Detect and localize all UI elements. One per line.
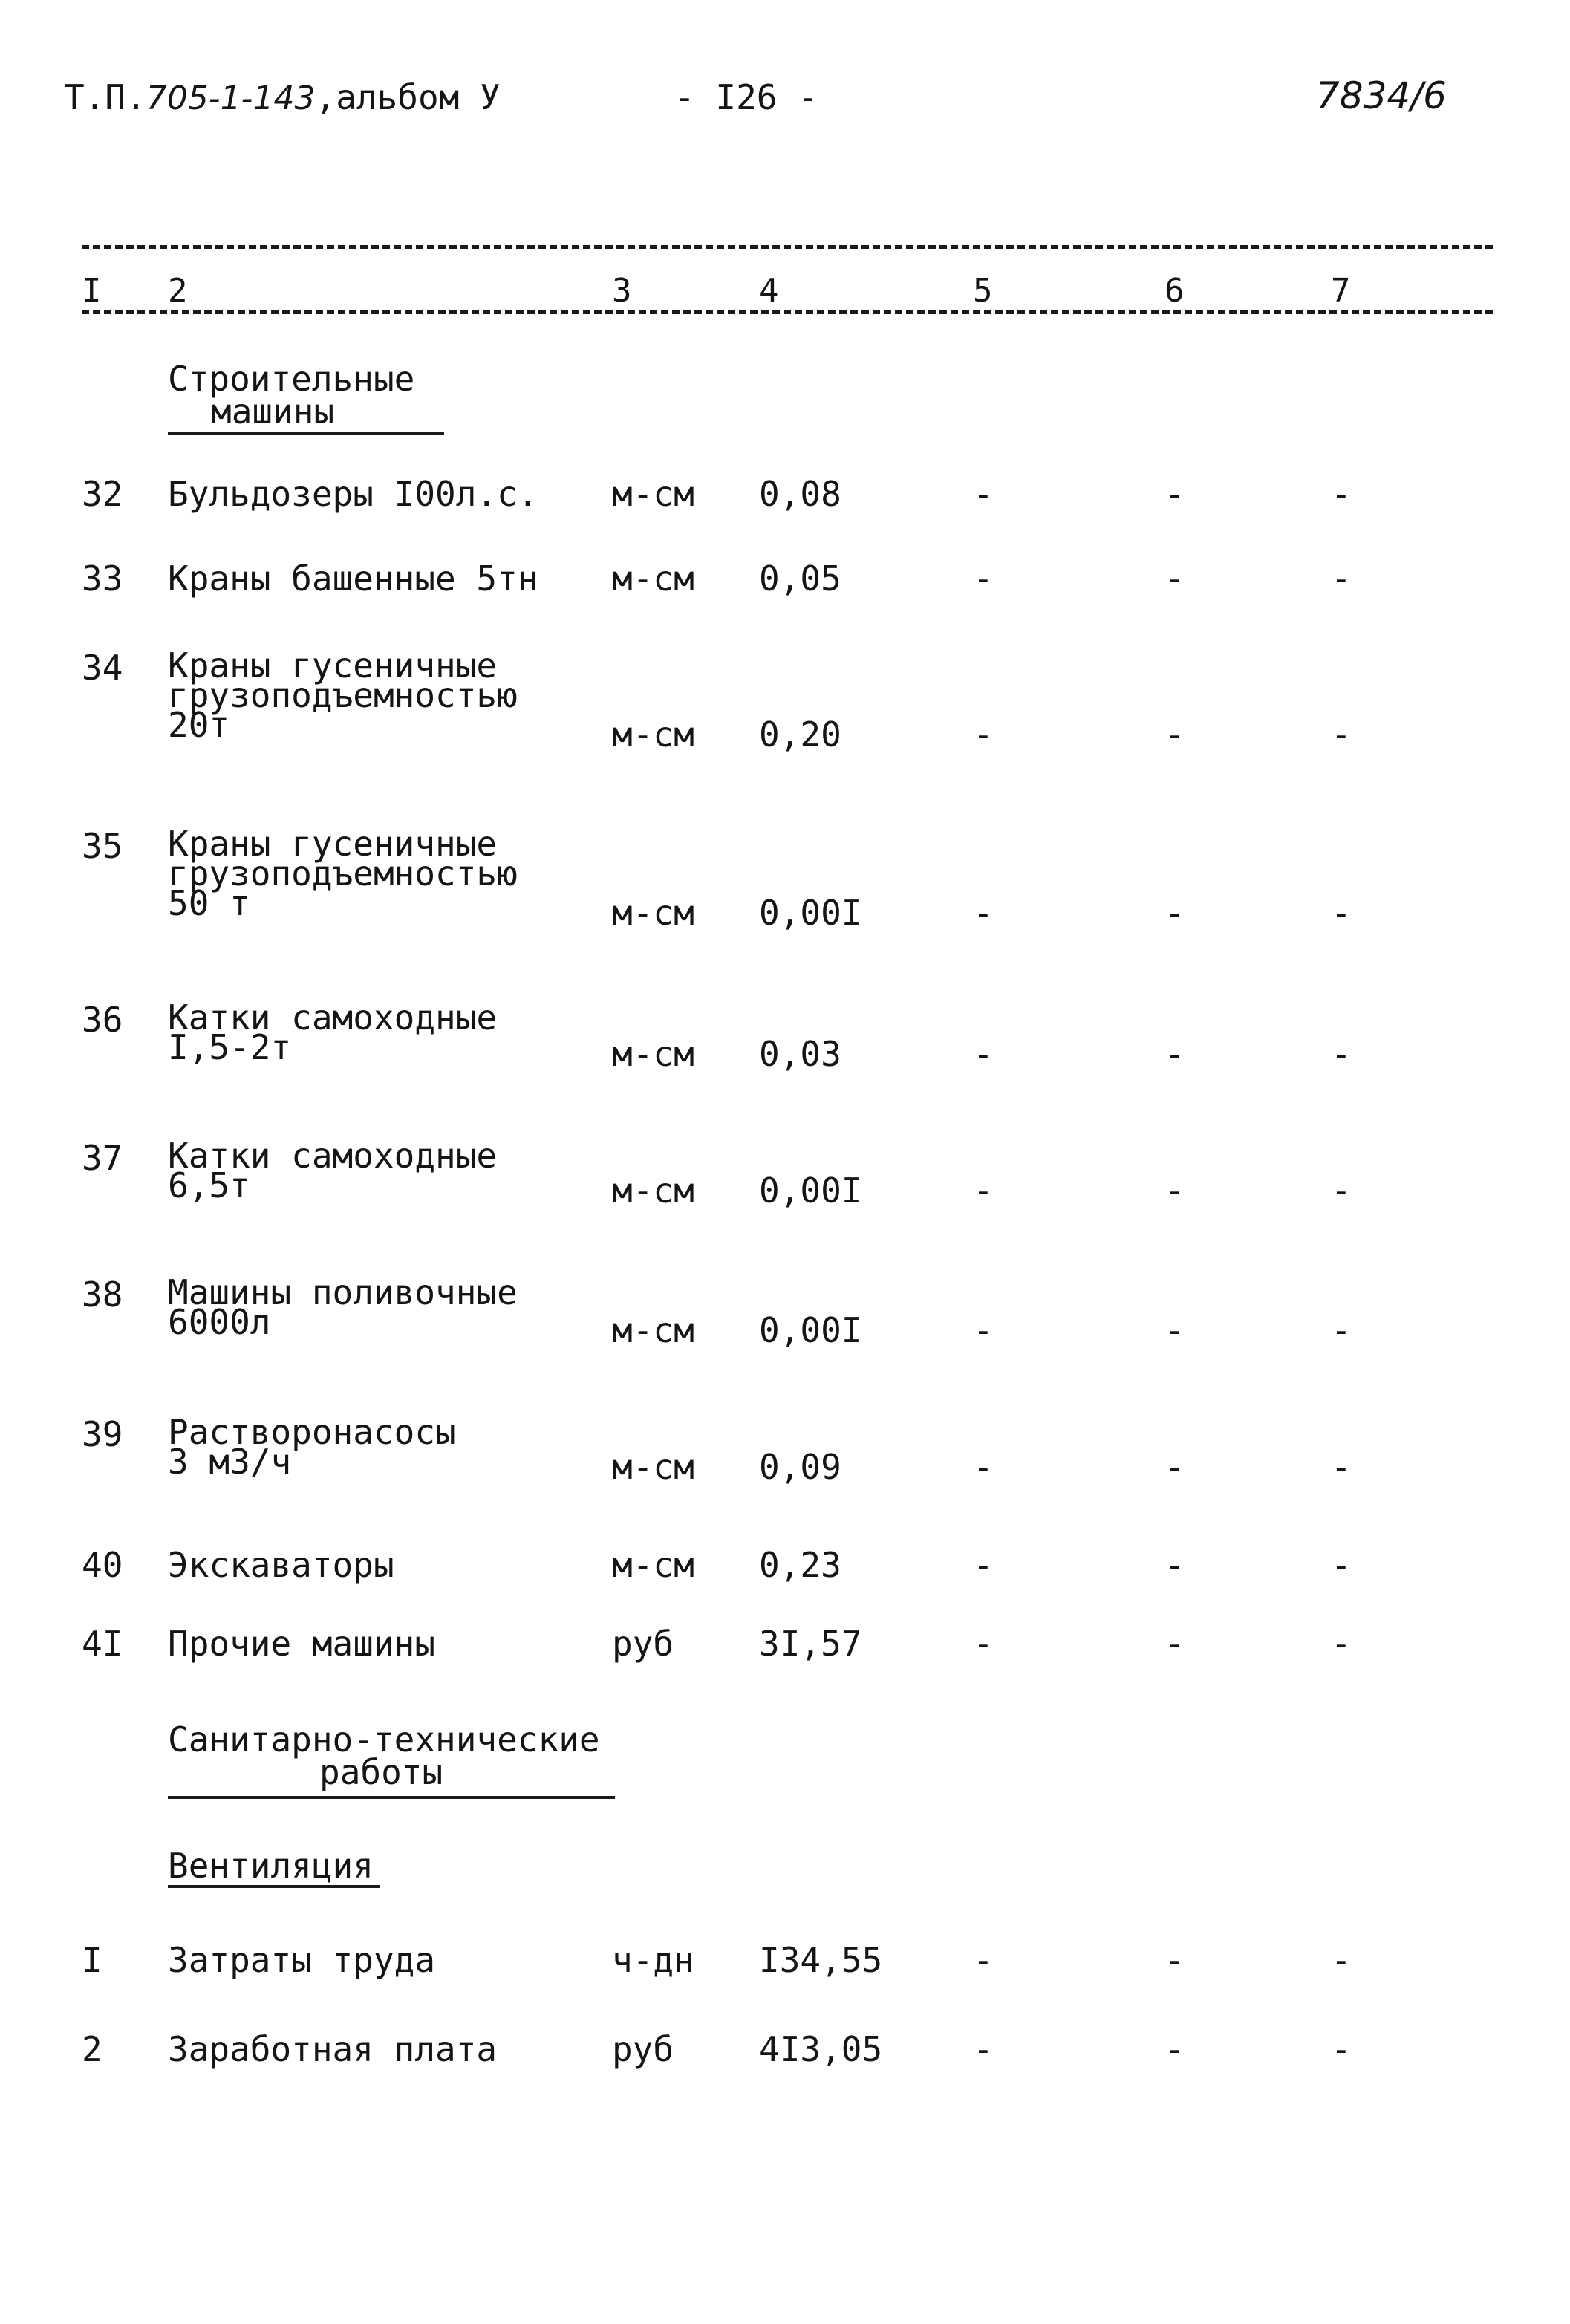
project-number-handwritten: 705-1-143 (146, 79, 316, 117)
row-name-line: 6,5т (168, 1165, 250, 1205)
page-number: - I26 - (674, 77, 818, 117)
row-col7: - (1331, 559, 1352, 599)
row-col6: - (1165, 474, 1185, 514)
row-col7: - (1331, 893, 1352, 933)
row-col7: - (1331, 1034, 1352, 1074)
section-underline (168, 432, 444, 435)
row-col5: - (973, 559, 994, 599)
row-col7: - (1331, 2029, 1352, 2069)
row-name-line: Машины поливочные (168, 1272, 518, 1312)
row-col5: - (973, 1310, 994, 1350)
row-number: 33 (82, 559, 123, 599)
album-label: ,альбом У (315, 77, 501, 117)
row-col5: - (973, 1940, 994, 1980)
row-name (168, 1272, 518, 1342)
row-number: 38 (82, 1275, 123, 1315)
row-col5: - (973, 1171, 994, 1211)
row-number: 39 (82, 1414, 123, 1454)
row-value: 4I3,05 (759, 2029, 883, 2069)
row-name-line: Краны гусеничные (168, 645, 498, 686)
row-value: 0,09 (759, 1447, 841, 1487)
row-col5: - (973, 474, 994, 514)
row-col5: - (973, 1447, 994, 1487)
section-underline (168, 1796, 615, 1799)
row-unit: м-см (612, 715, 694, 755)
column-number-5: 5 (973, 272, 993, 310)
row-col6: - (1165, 1310, 1185, 1350)
column-number-1: I (82, 272, 102, 310)
row-col7: - (1331, 1447, 1352, 1487)
row-unit: ч-дн (612, 1940, 694, 1980)
row-col7: - (1331, 715, 1352, 755)
row-name-line: 20т (168, 705, 230, 745)
row-name: Бульдозеры I00л.с. (168, 474, 538, 514)
row-col6: - (1165, 2029, 1185, 2069)
row-col5: - (973, 893, 994, 933)
row-number: 40 (82, 1545, 123, 1585)
row-name-line: 3 м3/ч (168, 1442, 292, 1482)
section-title-line: Строительные (168, 359, 415, 399)
row-unit: руб (612, 2029, 674, 2069)
row-name (168, 1412, 456, 1482)
row-name-line: Краны гусеничные (168, 824, 498, 864)
row-value: 0,05 (759, 559, 841, 599)
row-name (168, 824, 518, 923)
doc-code-handwritten: 7834/6 (1316, 74, 1447, 117)
row-unit: м-см (612, 1034, 694, 1074)
column-number-3: 3 (612, 272, 632, 310)
row-number: 32 (82, 474, 123, 514)
row-name-line: 50 т (168, 883, 250, 923)
top-dashed-rule (82, 245, 1493, 249)
section-title-line: машины (211, 391, 335, 432)
row-name-line: Катки самоходные (168, 1136, 498, 1176)
row-col6: - (1165, 1447, 1185, 1487)
row-number: 37 (82, 1138, 123, 1178)
row-col7: - (1331, 1624, 1352, 1664)
row-col7: - (1331, 1940, 1352, 1980)
row-col5: - (973, 1624, 994, 1664)
row-name-line: 6000л (168, 1302, 271, 1342)
row-name: Краны башенные 5тн (168, 559, 538, 599)
row-col6: - (1165, 1034, 1185, 1074)
row-name-line: Катки самоходные (168, 997, 498, 1038)
row-col6: - (1165, 1624, 1185, 1664)
row-name-line: грузоподъемностью (168, 853, 518, 894)
row-value: I34,55 (759, 1940, 883, 1980)
row-col7: - (1331, 1171, 1352, 1211)
row-col5: - (973, 2029, 994, 2069)
row-col6: - (1165, 1940, 1185, 1980)
row-value: 0,23 (759, 1545, 841, 1585)
column-number-4: 4 (759, 272, 779, 310)
row-value: 0,20 (759, 715, 841, 755)
row-col7: - (1331, 1545, 1352, 1585)
row-col6: - (1165, 1545, 1185, 1585)
row-name (168, 645, 518, 745)
row-col6: - (1165, 1171, 1185, 1211)
section-title-machines (168, 359, 415, 432)
section-title-line: Санитарно-технические (168, 1719, 600, 1760)
row-name: Затраты труда (168, 1940, 436, 1980)
row-value: 0,00I (759, 1171, 862, 1211)
column-number-2: 2 (168, 272, 188, 310)
row-col5: - (973, 1034, 994, 1074)
section-title-ventilation: Вентиляция (168, 1846, 374, 1886)
row-number: 36 (82, 1000, 123, 1040)
row-name-line: грузоподъемностью (168, 675, 518, 715)
column-number-6: 6 (1165, 272, 1185, 310)
row-value: 0,00I (759, 1310, 862, 1350)
row-unit: м-см (612, 474, 694, 514)
row-value: 0,08 (759, 474, 841, 514)
row-number: 2 (82, 2029, 102, 2069)
row-col7: - (1331, 1310, 1352, 1350)
row-unit: руб (612, 1624, 674, 1664)
row-name (168, 997, 498, 1067)
row-col5: - (973, 715, 994, 755)
row-col6: - (1165, 893, 1185, 933)
row-unit: м-см (612, 1447, 694, 1487)
row-col6: - (1165, 715, 1185, 755)
row-unit: м-см (612, 893, 694, 933)
row-name-line: I,5-2т (168, 1027, 292, 1067)
row-name (168, 1136, 498, 1205)
row-value: 0,03 (759, 1034, 841, 1074)
doc-prefix: Т.П. (64, 77, 146, 117)
document-header-left (64, 77, 501, 117)
row-number: 34 (82, 648, 123, 688)
row-unit: м-см (612, 1310, 694, 1350)
row-number: 35 (82, 826, 123, 866)
column-header-dashed-rule (82, 310, 1493, 314)
section-underline (168, 1885, 380, 1888)
row-value: 3I,57 (759, 1624, 862, 1664)
row-unit: м-см (612, 559, 694, 599)
column-number-7: 7 (1331, 272, 1351, 310)
row-name: Прочие машины (168, 1624, 436, 1664)
row-number: I (82, 1940, 102, 1980)
row-number: 4I (82, 1624, 123, 1664)
row-col5: - (973, 1545, 994, 1585)
row-col7: - (1331, 474, 1352, 514)
row-unit: м-см (612, 1545, 694, 1585)
row-col6: - (1165, 559, 1185, 599)
row-value: 0,00I (759, 893, 862, 933)
row-name: Экскаваторы (168, 1545, 394, 1585)
section-title-line: работы (319, 1752, 443, 1792)
row-name-line: Растворонасосы (168, 1412, 456, 1452)
section-title-sanitary (168, 1719, 600, 1792)
row-unit: м-см (612, 1171, 694, 1211)
row-name: Заработная плата (168, 2029, 498, 2069)
